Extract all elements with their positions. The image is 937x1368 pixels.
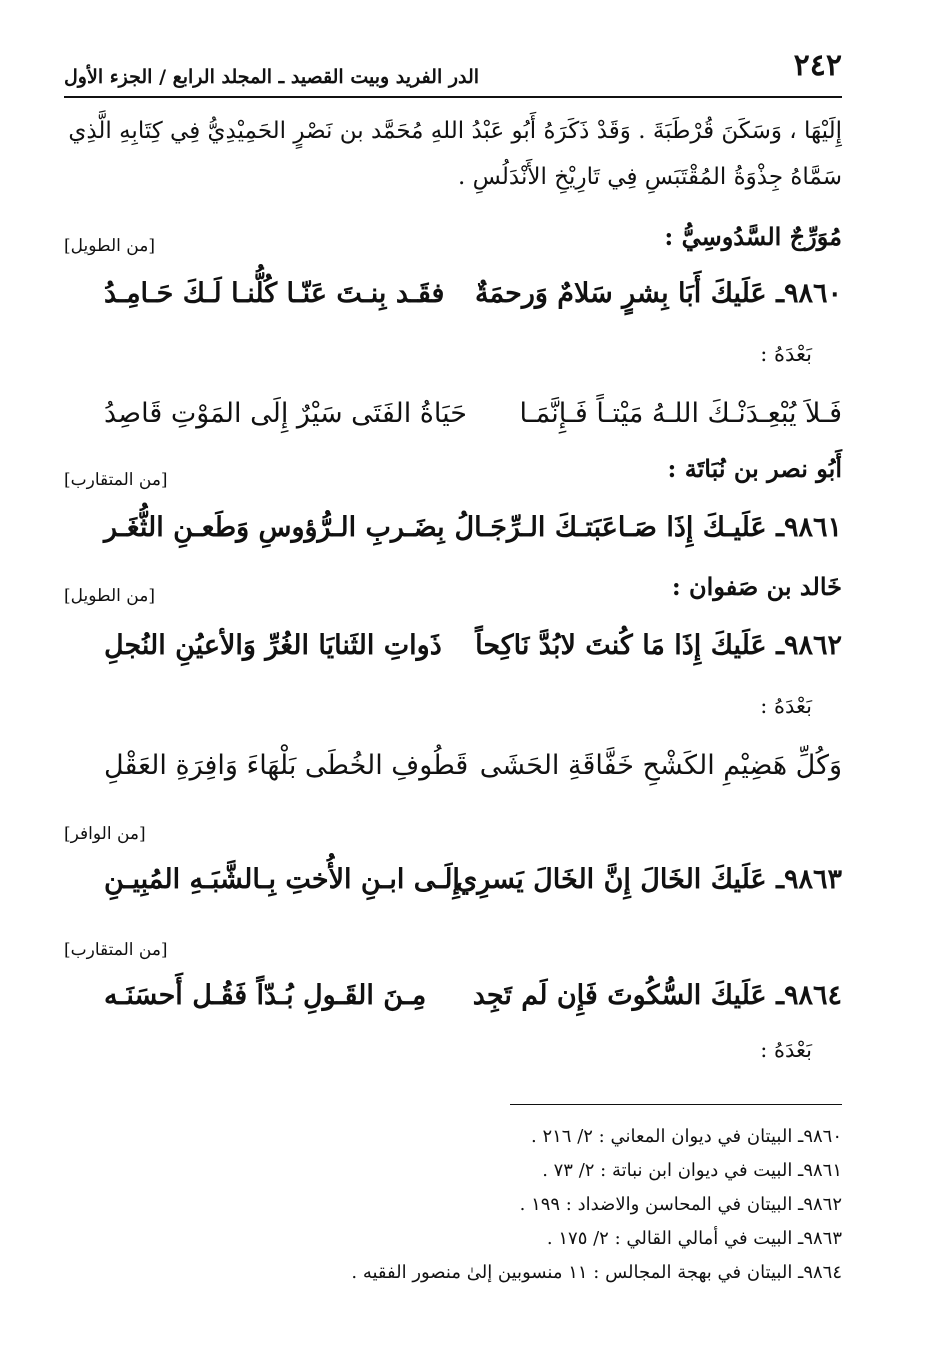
- verse-second-hemistich: مِـنَ القَـولِ بُـدّاً فَقُـل أَحسَنَـه: [104, 980, 427, 1011]
- verse-line: [64, 750, 842, 796]
- footnote: ٩٨٦٢ـ البيتان في المحاسن والاضداد : ١٩٩ .: [519, 1194, 842, 1215]
- verse-first-text: عَلَيكَ السُّكُوتَ فَإِن لَم تَجِد: [472, 980, 767, 1011]
- intro-paragraph: [64, 108, 842, 200]
- verse-first-hemistich: [473, 980, 842, 1011]
- meter-label: [من الطويل]: [64, 236, 155, 256]
- footnotes: [351, 1120, 842, 1290]
- poet-name: مُوَرِّجٌ السَّدُوسِيُّ :: [664, 222, 842, 251]
- page-number: ٢٤٢: [793, 48, 842, 83]
- verse-first-text: عَلَيكَ أَبَا بِشرٍ سَلامٌ وَرحمَةٌ: [475, 278, 767, 309]
- verse-first-text: عَلَيكَ إِذَا مَا كُنتَ لابُدَّ نَاكِحاً: [475, 630, 767, 661]
- verse-line: [64, 398, 842, 444]
- verse-first-hemistich: [456, 864, 842, 895]
- verse-number: ٩٨٦١ـ: [776, 512, 842, 543]
- footnote: ٩٨٦٠ـ البيتان في ديوان المعاني : ٢/ ٢١٦ .: [531, 1126, 842, 1147]
- meter-label: [من المتقارب]: [64, 470, 168, 490]
- intro-line: سَمَّاهُ جِذْوَةُ المُقْتَبَسِ فِي تَارِيْخِ الأَنْدَلُسِ .: [457, 164, 842, 190]
- verse-first-text: عَلَيكَ الخَالَ إِنَّ الخَالَ يَسرِي: [456, 864, 767, 895]
- verse-second-hemistich: بِضَـربِ الـرُّؤوسِ وَطَعـنِ الثُّغَـر: [104, 512, 445, 543]
- verse-line: [64, 980, 842, 1026]
- footnote-rule: [510, 1104, 842, 1105]
- verse-first-hemistich: [475, 630, 842, 661]
- poet-name: أَبُو نصر بن نُبَاتَة :: [667, 454, 842, 483]
- verse-number: ٩٨٦٣ـ: [776, 864, 842, 895]
- footnote: ٩٨٦٣ـ البيت في أمالي القالي : ٢/ ١٧٥ .: [546, 1228, 842, 1249]
- poet-name: خَالد بن صَفوان :: [671, 572, 842, 601]
- running-title: الدر الفريد وبيت القصيد ـ المجلد الرابع / الجزء الأول: [64, 66, 480, 88]
- meter-label: [من الوافر]: [64, 824, 146, 844]
- verse-first-hemistich: [454, 512, 842, 543]
- verse-number: ٩٨٦٠ـ: [776, 278, 842, 309]
- verse-first-hemistich: فَـلاَ يُبْعِـدَنْـكَ اللـهُ مَيْتـاً فَـإِنَّمَـا: [519, 398, 842, 429]
- verse-second-hemistich: قَطُوفِ الخُطَى بَلْهَاءَ وَافِرَةِ العَقْلِ: [104, 750, 469, 781]
- verse-first-hemistich: [475, 278, 842, 309]
- meter-label: [من الطويل]: [64, 586, 155, 606]
- verse-first-hemistich: وَكُلِّ هَضِيْمِ الكَشْحِ خَفَّاقَةِ الحَشَى: [479, 750, 842, 781]
- verse-second-hemistich: فقَـد بِنـتَ عَنّـا كُلُّنـا لَـكَ حَـامِـدُ: [104, 278, 445, 309]
- verse-number: ٩٨٦٤ـ: [776, 980, 842, 1011]
- footnote: ٩٨٦١ـ البيت في ديوان ابن نباتة : ٢/ ٧٣ .: [542, 1160, 842, 1181]
- verse-second-hemistich: حَيَاةُ الفَتَى سَيْرٌ إِلَى المَوْتِ قَاصِدُ: [104, 398, 467, 429]
- verse-second-hemistich: ذَواتِ الثَنايَا الغُرِّ وَالأعيُنِ النُجلِ: [104, 630, 442, 661]
- footnote: ٩٨٦٤ـ البيتان في بهجة المجالس : ١١ منسوبين إلىٰ منصور الفقيه .: [351, 1262, 842, 1283]
- verse-line: [64, 512, 842, 558]
- header-rule: [64, 96, 842, 98]
- meter-label: [من المتقارب]: [64, 940, 168, 960]
- verse-line: [64, 278, 842, 324]
- after-label: بَعْدَهُ :: [760, 1038, 812, 1062]
- after-label: بَعْدَهُ :: [760, 342, 812, 366]
- verse-line: [64, 864, 842, 910]
- intro-line: إِلَيْهَا ، وَسَكَنَ قُرْطَبَةَ . وَقَدْ ذَكَرَهُ أَبُو عَبْدُ اللهِ مُحَمَّد بن نَصْرٍ الحَمِيْدِيُّ فِي كِتَابِهِ الَّذِي: [68, 118, 842, 144]
- page-header: [64, 48, 842, 94]
- verse-line: [64, 630, 842, 676]
- after-label: بَعْدَهُ :: [760, 694, 812, 718]
- verse-first-text: عَلَيـكَ إِذَا صَـاعَبَتـكَ الـرِّجَـالُ: [454, 512, 767, 543]
- verse-number: ٩٨٦٢ـ: [776, 630, 842, 661]
- verse-second-hemistich: إِلَـى ابـنِ الأُختِ بِـالشَّبَـهِ المُبِيـنِ: [104, 864, 460, 895]
